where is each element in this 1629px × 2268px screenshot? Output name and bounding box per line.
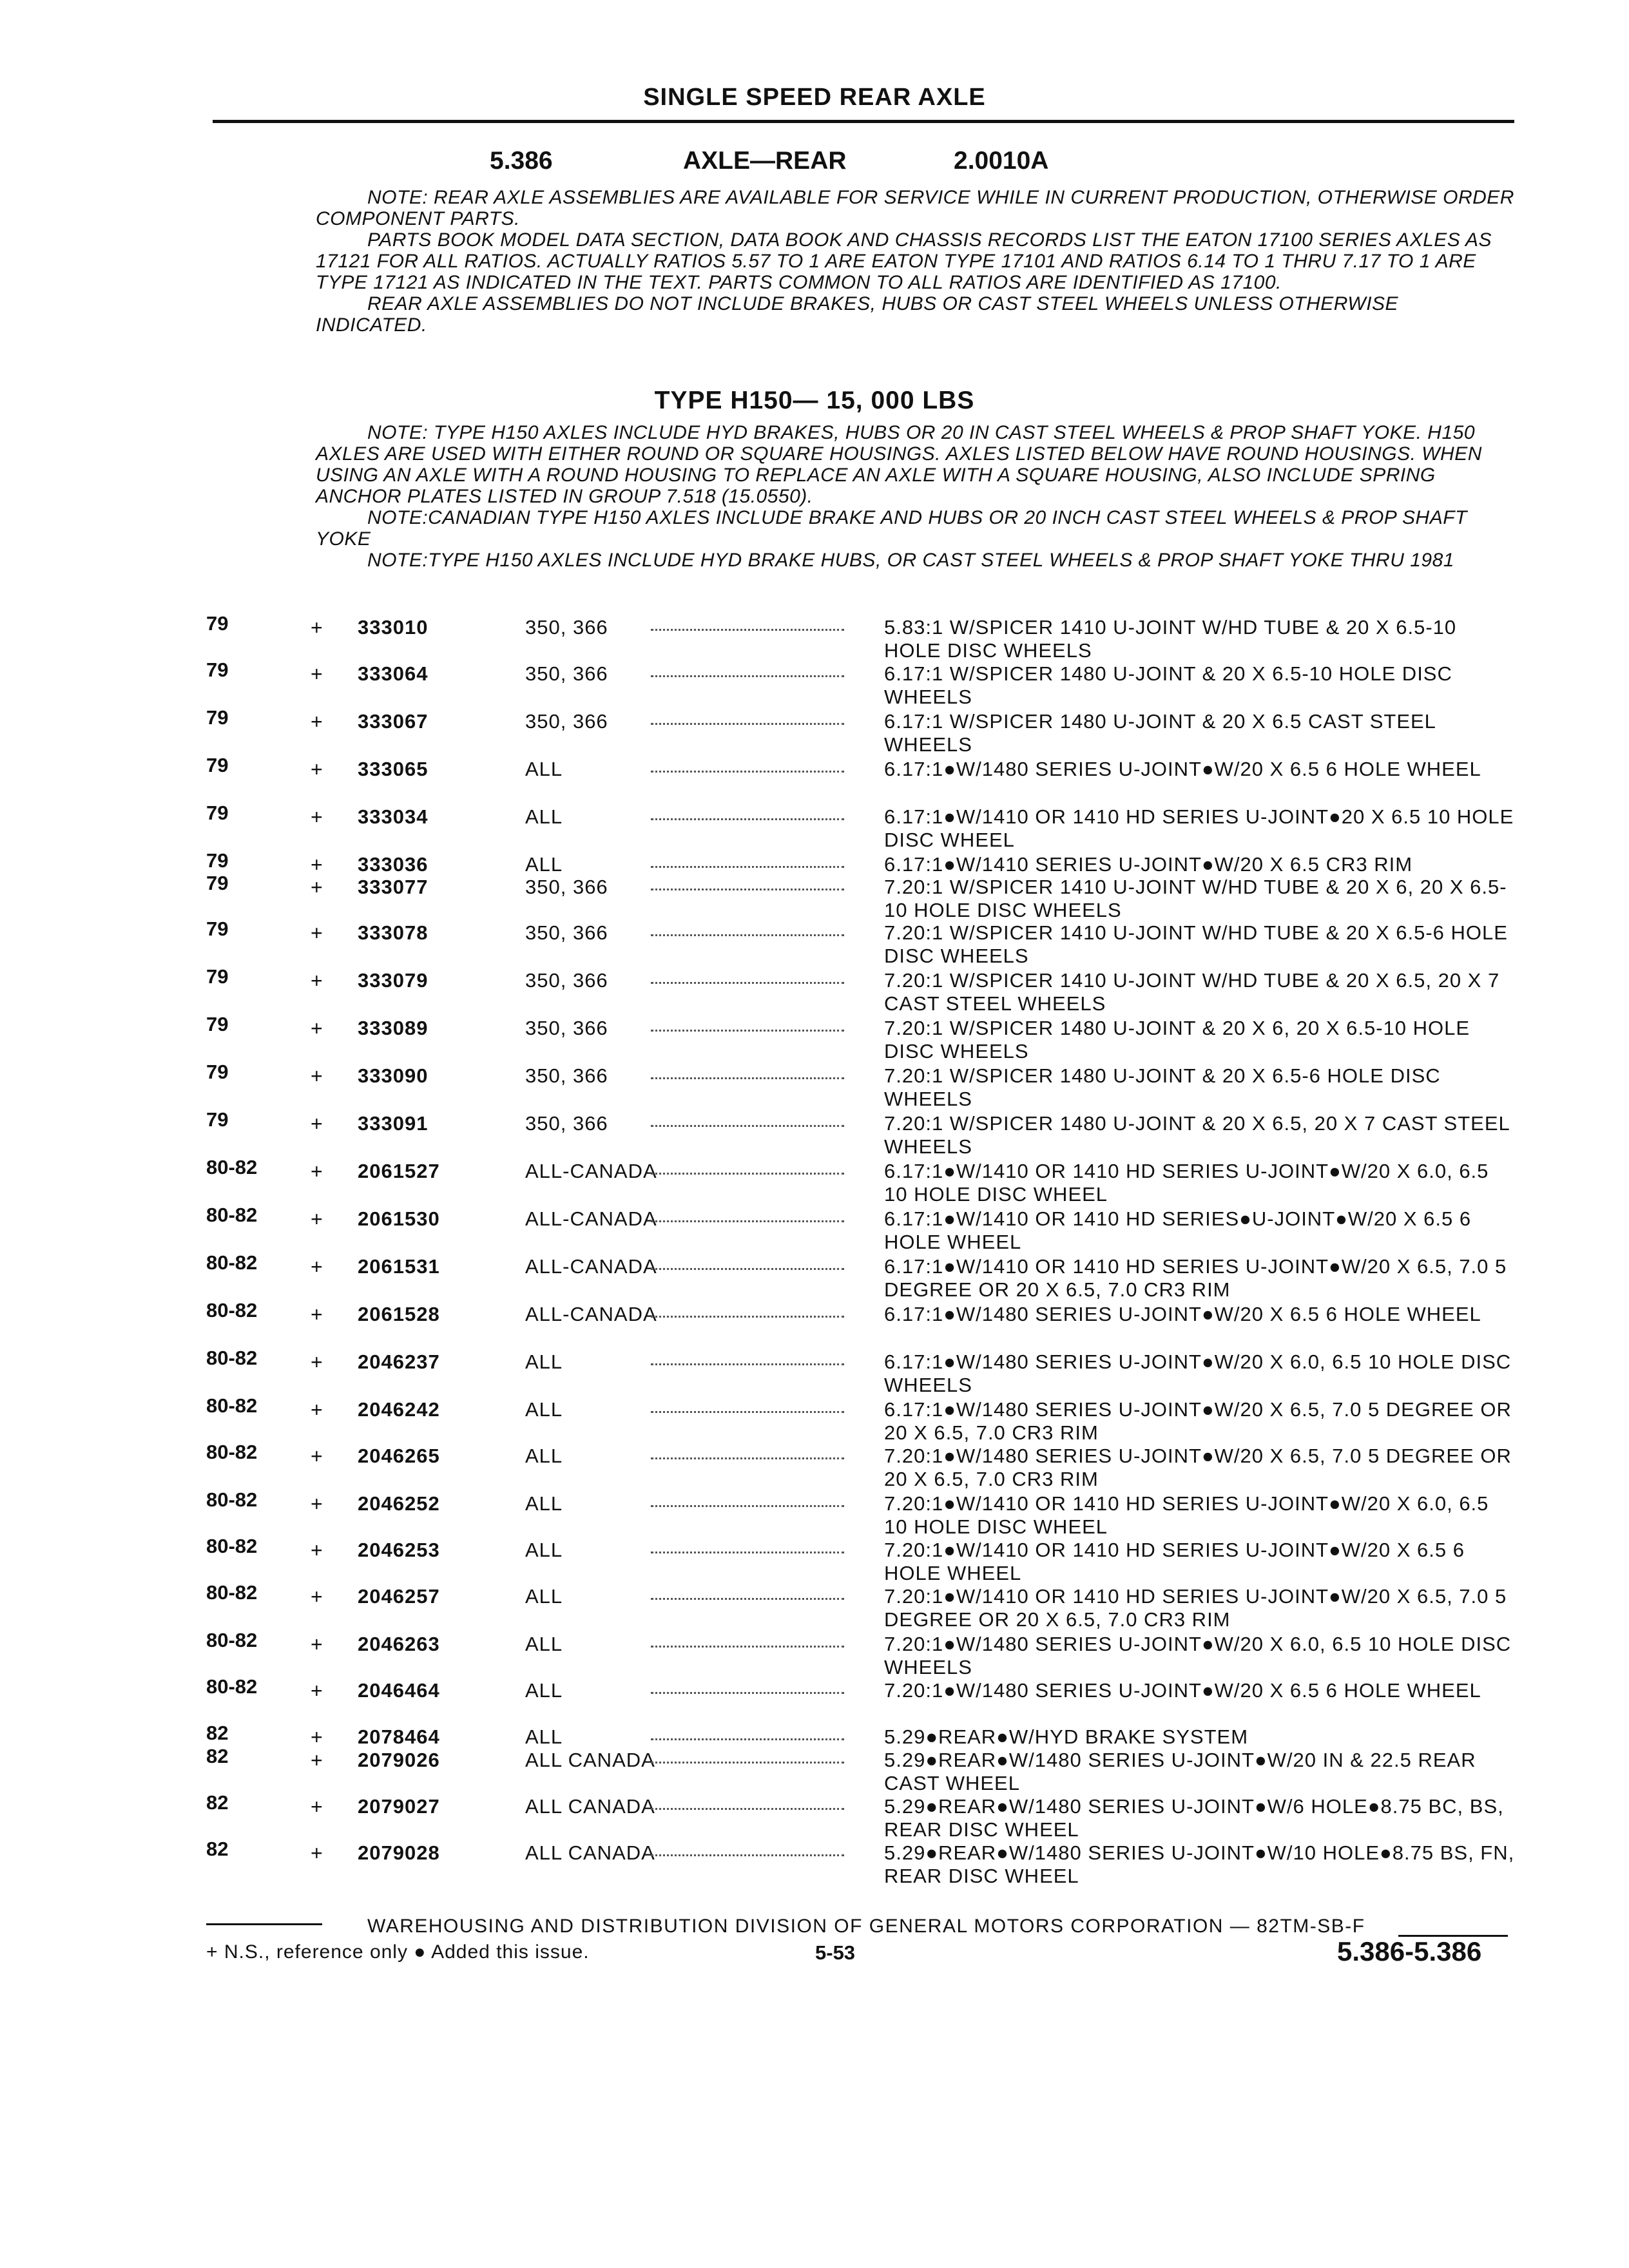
- model-applicability: ALL: [525, 853, 563, 876]
- part-number: 2046253: [358, 1539, 440, 1561]
- model-year: 79: [206, 1061, 229, 1083]
- model-year: 79: [206, 802, 229, 824]
- leader-dots: [651, 1633, 844, 1648]
- model-year: 82: [206, 1722, 229, 1744]
- leader-dots: [651, 1445, 844, 1459]
- leader-dots: [651, 853, 844, 868]
- model-year: 79: [206, 706, 229, 729]
- reference-mark: +: [311, 876, 323, 899]
- reference-mark: +: [311, 1539, 323, 1562]
- model-applicability: 350, 366: [525, 662, 608, 685]
- part-description: 6.17:1●W/1410 OR 1410 HD SERIES U-JOINT●20 X 6.5 10 HOLE DISC WHEEL: [884, 805, 1514, 851]
- part-description: 7.20:1 W/SPICER 1410 U-JOINT W/HD TUBE & 20 X 6, 20 X 6.5-10 HOLE DISC WHEELS: [884, 876, 1507, 921]
- part-description: 7.20:1 W/SPICER 1410 U-JOINT W/HD TUBE & 20 X 6.5, 20 X 7 CAST STEEL WHEELS: [884, 969, 1500, 1015]
- reference-mark: +: [311, 1160, 323, 1183]
- model-year: 80-82: [206, 1441, 258, 1463]
- part-number: 333010: [358, 616, 429, 639]
- reference-mark: +: [311, 1017, 323, 1040]
- part-description: 5.29●REAR●W/1480 SERIES U-JOINT●W/20 IN & 22.5 REAR CAST WHEEL: [884, 1749, 1476, 1794]
- part-number: 333036: [358, 853, 429, 876]
- leader-dots: [651, 616, 844, 631]
- leader-dots: [651, 1207, 844, 1222]
- part-number: 333091: [358, 1112, 429, 1135]
- model-applicability: ALL CANADA: [525, 1749, 655, 1771]
- model-year: 79: [206, 612, 229, 635]
- part-description: 7.20:1 W/SPICER 1410 U-JOINT W/HD TUBE & 20 X 6.5-6 HOLE DISC WHEELS: [884, 921, 1508, 967]
- model-year: 82: [206, 1838, 229, 1860]
- part-description: 5.83:1 W/SPICER 1410 U-JOINT W/HD TUBE & 20 X 6.5-10 HOLE DISC WHEELS: [884, 616, 1457, 662]
- footer-rule: [206, 1923, 322, 1925]
- model-year: 80-82: [206, 1581, 258, 1604]
- reference-mark: +: [311, 1112, 323, 1135]
- reference-mark: +: [311, 1795, 323, 1818]
- model-year: 79: [206, 754, 229, 776]
- part-description: 5.29●REAR●W/HYD BRAKE SYSTEM: [884, 1725, 1249, 1748]
- part-number: 2046242: [358, 1398, 440, 1421]
- part-number: 2046464: [358, 1679, 440, 1702]
- model-applicability: ALL: [525, 1633, 563, 1655]
- part-description: 6.17:1 W/SPICER 1480 U-JOINT & 20 X 6.5 CAST STEEL WHEELS: [884, 710, 1436, 756]
- leader-dots: [651, 1112, 844, 1127]
- leader-dots: [651, 1160, 844, 1175]
- part-description: 6.17:1●W/1410 OR 1410 HD SERIES●U-JOINT●W/20 X 6.5 6 HOLE WHEEL: [884, 1207, 1472, 1253]
- model-year: 80-82: [206, 1675, 258, 1698]
- reference-mark: +: [311, 1303, 323, 1326]
- part-number: 2061530: [358, 1207, 440, 1230]
- reference-mark: +: [311, 1350, 323, 1374]
- leader-dots: [651, 758, 844, 773]
- model-year: 79: [206, 1108, 229, 1131]
- part-description: 6.17:1●W/1410 OR 1410 HD SERIES U-JOINT●W/20 X 6.5, 7.0 5 DEGREE OR 20 X 6.5, 7.0 CR3 RIM: [884, 1255, 1507, 1301]
- model-applicability: ALL: [525, 1679, 563, 1702]
- part-number: 2046265: [358, 1445, 440, 1467]
- type-notes: [316, 422, 1514, 571]
- part-number: 2079028: [358, 1841, 440, 1864]
- model-applicability: ALL CANADA: [525, 1795, 655, 1818]
- reference-mark: +: [311, 1207, 323, 1231]
- leader-dots: [651, 1303, 844, 1318]
- general-notes: [316, 187, 1514, 336]
- page-number: 5-53: [815, 1941, 856, 1964]
- model-applicability: ALL: [525, 1398, 563, 1421]
- leader-dots: [651, 969, 844, 984]
- reference-mark: +: [311, 662, 323, 686]
- reference-mark: +: [311, 921, 323, 945]
- note-paragraph: PARTS BOOK MODEL DATA SECTION, DATA BOOK AND CHASSIS RECORDS LIST THE EATON 17100 SERIES AXLES AS 17121 FOR ALL RATIOS. ACTUALLY RATIOS 5.57 TO 1 ARE EATON TYPE 17101 AND RATIOS 6.14 TO 1 THRU 7.17 TO 1 ARE TYPE 17121 AS INDICATED IN THE TEXT. PARTS COMMON TO ALL RATIOS ARE IDENTIFIED AS 17100.: [316, 229, 1492, 293]
- reference-mark: +: [311, 1445, 323, 1468]
- leader-dots: [651, 1255, 844, 1270]
- model-applicability: 350, 366: [525, 1112, 608, 1135]
- part-description: 7.20:1●W/1480 SERIES U-JOINT●W/20 X 6.0, 6.5 10 HOLE DISC WHEELS: [884, 1633, 1512, 1678]
- leader-dots: [651, 1795, 844, 1810]
- reference-mark: +: [311, 1749, 323, 1772]
- model-applicability: ALL: [525, 758, 563, 780]
- model-year: 80-82: [206, 1347, 258, 1369]
- model-year: 79: [206, 965, 229, 988]
- section-code: 2.0010A: [954, 147, 1049, 175]
- model-year: 79: [206, 849, 229, 872]
- part-description: 7.20:1●W/1410 OR 1410 HD SERIES U-JOINT●W/20 X 6.5 6 HOLE WHEEL: [884, 1539, 1465, 1584]
- model-applicability: ALL: [525, 1585, 563, 1608]
- part-description: 6.17:1●W/1480 SERIES U-JOINT●W/20 X 6.0, 6.5 10 HOLE DISC WHEELS: [884, 1350, 1512, 1396]
- reference-mark: +: [311, 853, 323, 876]
- reference-mark: +: [311, 1064, 323, 1088]
- part-number: 2046237: [358, 1350, 440, 1373]
- note-paragraph: NOTE:TYPE H150 AXLES INCLUDE HYD BRAKE HUBS, OR CAST STEEL WHEELS & PROP SHAFT YOKE THRU 1981: [367, 550, 1454, 571]
- type-heading: TYPE H150— 15, 000 LBS: [654, 387, 975, 414]
- part-description: 7.20:1 W/SPICER 1480 U-JOINT & 20 X 6.5, 20 X 7 CAST STEEL WHEELS: [884, 1112, 1510, 1158]
- model-applicability: ALL-CANADA: [525, 1255, 657, 1278]
- leader-dots: [651, 1064, 844, 1079]
- model-applicability: ALL: [525, 1350, 563, 1373]
- model-year: 80-82: [206, 1394, 258, 1417]
- section-heading: [490, 147, 1147, 182]
- part-description: 7.20:1●W/1480 SERIES U-JOINT●W/20 X 6.5 6 HOLE WHEEL: [884, 1679, 1481, 1702]
- model-year: 80-82: [206, 1156, 258, 1178]
- part-description: 6.17:1●W/1480 SERIES U-JOINT●W/20 X 6.5 6 HOLE WHEEL: [884, 758, 1481, 780]
- part-description: 6.17:1●W/1410 OR 1410 HD SERIES U-JOINT●W/20 X 6.0, 6.5 10 HOLE DISC WHEEL: [884, 1160, 1489, 1206]
- leader-dots: [651, 1017, 844, 1032]
- reference-mark: +: [311, 710, 323, 733]
- model-applicability: ALL: [525, 1539, 563, 1561]
- part-description: 6.17:1●W/1410 SERIES U-JOINT●W/20 X 6.5 CR3 RIM: [884, 853, 1413, 876]
- leader-dots: [651, 710, 844, 725]
- model-applicability: ALL: [525, 1445, 563, 1467]
- part-number: 2079027: [358, 1795, 440, 1818]
- section-reference: 5.386-5.386: [1337, 1936, 1482, 1966]
- model-year: 80-82: [206, 1251, 258, 1274]
- model-applicability: 350, 366: [525, 1017, 608, 1039]
- reference-mark: +: [311, 1679, 323, 1702]
- model-applicability: 350, 366: [525, 969, 608, 992]
- part-number: 2061528: [358, 1303, 440, 1325]
- model-applicability: ALL-CANADA: [525, 1207, 657, 1230]
- part-number: 333089: [358, 1017, 429, 1039]
- section-number: 5.386: [490, 147, 553, 175]
- model-year: 80-82: [206, 1629, 258, 1651]
- part-number: 2078464: [358, 1725, 440, 1748]
- reference-mark: +: [311, 1725, 323, 1749]
- note-paragraph: NOTE: TYPE H150 AXLES INCLUDE HYD BRAKES, HUBS OR 20 IN CAST STEEL WHEELS & PROP SHAFT YOKE. H150 AXLES ARE USED WITH EITHER ROUND OR SQUARE HOUSINGS. AXLES LISTED BELOW HAVE ROUND HOUSINGS. WHEN USING AN AXLE WITH A ROUND HOUSING TO REPLACE AN AXLE WITH A SQUARE HOUSING, ALSO INCLUDE SPRING ANCHOR PLATES LISTED IN GROUP 7.518 (15.0550).: [316, 422, 1482, 507]
- part-number: 333078: [358, 921, 429, 944]
- reference-mark: +: [311, 1633, 323, 1656]
- model-applicability: ALL-CANADA: [525, 1160, 657, 1182]
- leader-dots: [651, 1725, 844, 1740]
- model-year: 79: [206, 658, 229, 681]
- leader-dots: [651, 1749, 844, 1763]
- reference-mark: +: [311, 1841, 323, 1865]
- reference-mark: +: [311, 805, 323, 829]
- part-description: 7.20:1●W/1480 SERIES U-JOINT●W/20 X 6.5, 7.0 5 DEGREE OR 20 X 6.5, 7.0 CR3 RIM: [884, 1445, 1512, 1490]
- model-applicability: 350, 366: [525, 876, 608, 898]
- part-description: 5.29●REAR●W/1480 SERIES U-JOINT●W/6 HOLE●8.75 BC, BS, REAR DISC WHEEL: [884, 1795, 1504, 1841]
- reference-mark: +: [311, 1255, 323, 1278]
- header-rule: [213, 120, 1514, 123]
- model-year: 79: [206, 872, 229, 894]
- leader-dots: [651, 805, 844, 820]
- leader-dots: [651, 1841, 844, 1856]
- model-year: 82: [206, 1745, 229, 1767]
- reference-mark: +: [311, 616, 323, 639]
- part-number: 2061531: [358, 1255, 440, 1278]
- model-applicability: ALL: [525, 1725, 563, 1748]
- model-year: 79: [206, 1013, 229, 1035]
- part-number: 333065: [358, 758, 429, 780]
- model-applicability: 350, 366: [525, 921, 608, 944]
- part-description: 5.29●REAR●W/1480 SERIES U-JOINT●W/10 HOLE●8.75 BS, FN, REAR DISC WHEEL: [884, 1841, 1515, 1887]
- part-number: 2079026: [358, 1749, 440, 1771]
- note-paragraph: REAR AXLE ASSEMBLIES DO NOT INCLUDE BRAKES, HUBS OR CAST STEEL WHEELS UNLESS OTHERWISE INDICATED.: [316, 293, 1399, 336]
- part-number: 2061527: [358, 1160, 440, 1182]
- part-description: 6.17:1●W/1480 SERIES U-JOINT●W/20 X 6.5 6 HOLE WHEEL: [884, 1303, 1481, 1325]
- footer-publisher: WAREHOUSING AND DISTRIBUTION DIVISION OF GENERAL MOTORS CORPORATION — 82TM-SB-F: [367, 1916, 1365, 1937]
- part-number: 333077: [358, 876, 429, 898]
- model-applicability: 350, 366: [525, 616, 608, 639]
- leader-dots: [651, 921, 844, 936]
- model-year: 80-82: [206, 1488, 258, 1511]
- part-description: 7.20:1●W/1410 OR 1410 HD SERIES U-JOINT●W/20 X 6.0, 6.5 10 HOLE DISC WHEEL: [884, 1492, 1489, 1538]
- part-number: 333034: [358, 805, 429, 828]
- part-description: 7.20:1 W/SPICER 1480 U-JOINT & 20 X 6, 20 X 6.5-10 HOLE DISC WHEELS: [884, 1017, 1470, 1062]
- leader-dots: [651, 876, 844, 890]
- leader-dots: [651, 1350, 844, 1365]
- footer-legend: + N.S., reference only ● Added this issue.: [206, 1941, 590, 1963]
- part-description: 6.17:1●W/1480 SERIES U-JOINT●W/20 X 6.5, 7.0 5 DEGREE OR 20 X 6.5, 7.0 CR3 RIM: [884, 1398, 1512, 1444]
- part-description: 7.20:1 W/SPICER 1480 U-JOINT & 20 X 6.5-6 HOLE DISC WHEELS: [884, 1064, 1441, 1110]
- part-number: 2046252: [358, 1492, 440, 1515]
- section-name: AXLE—REAR: [683, 147, 847, 175]
- reference-mark: +: [311, 1398, 323, 1421]
- part-description: 7.20:1●W/1410 OR 1410 HD SERIES U-JOINT●W/20 X 6.5, 7.0 5 DEGREE OR 20 X 6.5, 7.0 CR3 RIM: [884, 1585, 1507, 1631]
- part-number: 333064: [358, 662, 429, 685]
- leader-dots: [651, 1585, 844, 1600]
- reference-mark: +: [311, 1585, 323, 1608]
- model-year: 80-82: [206, 1535, 258, 1557]
- model-applicability: ALL-CANADA: [525, 1303, 657, 1325]
- model-applicability: ALL CANADA: [525, 1841, 655, 1864]
- part-number: 333079: [358, 969, 429, 992]
- model-year: 82: [206, 1791, 229, 1814]
- reference-mark: +: [311, 1492, 323, 1515]
- part-number: 2046257: [358, 1585, 440, 1608]
- reference-mark: +: [311, 758, 323, 781]
- part-number: 333090: [358, 1064, 429, 1087]
- leader-dots: [651, 662, 844, 677]
- part-description: 6.17:1 W/SPICER 1480 U-JOINT & 20 X 6.5-10 HOLE DISC WHEELS: [884, 662, 1452, 708]
- page-header-title: SINGLE SPEED REAR AXLE: [643, 84, 986, 111]
- leader-dots: [651, 1398, 844, 1413]
- note-paragraph: NOTE: REAR AXLE ASSEMBLIES ARE AVAILABLE FOR SERVICE WHILE IN CURRENT PRODUCTION, OTHERWISE ORDER COMPONENT PARTS.: [316, 187, 1514, 229]
- leader-dots: [651, 1539, 844, 1553]
- leader-dots: [651, 1679, 844, 1694]
- model-applicability: 350, 366: [525, 710, 608, 733]
- note-paragraph: NOTE:CANADIAN TYPE H150 AXLES INCLUDE BRAKE AND HUBS OR 20 INCH CAST STEEL WHEELS & PROP SHAFT YOKE: [316, 507, 1467, 550]
- leader-dots: [651, 1492, 844, 1507]
- model-year: 79: [206, 918, 229, 940]
- model-applicability: 350, 366: [525, 1064, 608, 1087]
- model-year: 80-82: [206, 1299, 258, 1321]
- part-number: 333067: [358, 710, 429, 733]
- part-number: 2046263: [358, 1633, 440, 1655]
- model-year: 80-82: [206, 1204, 258, 1226]
- model-applicability: ALL: [525, 1492, 563, 1515]
- model-applicability: ALL: [525, 805, 563, 828]
- reference-mark: +: [311, 969, 323, 992]
